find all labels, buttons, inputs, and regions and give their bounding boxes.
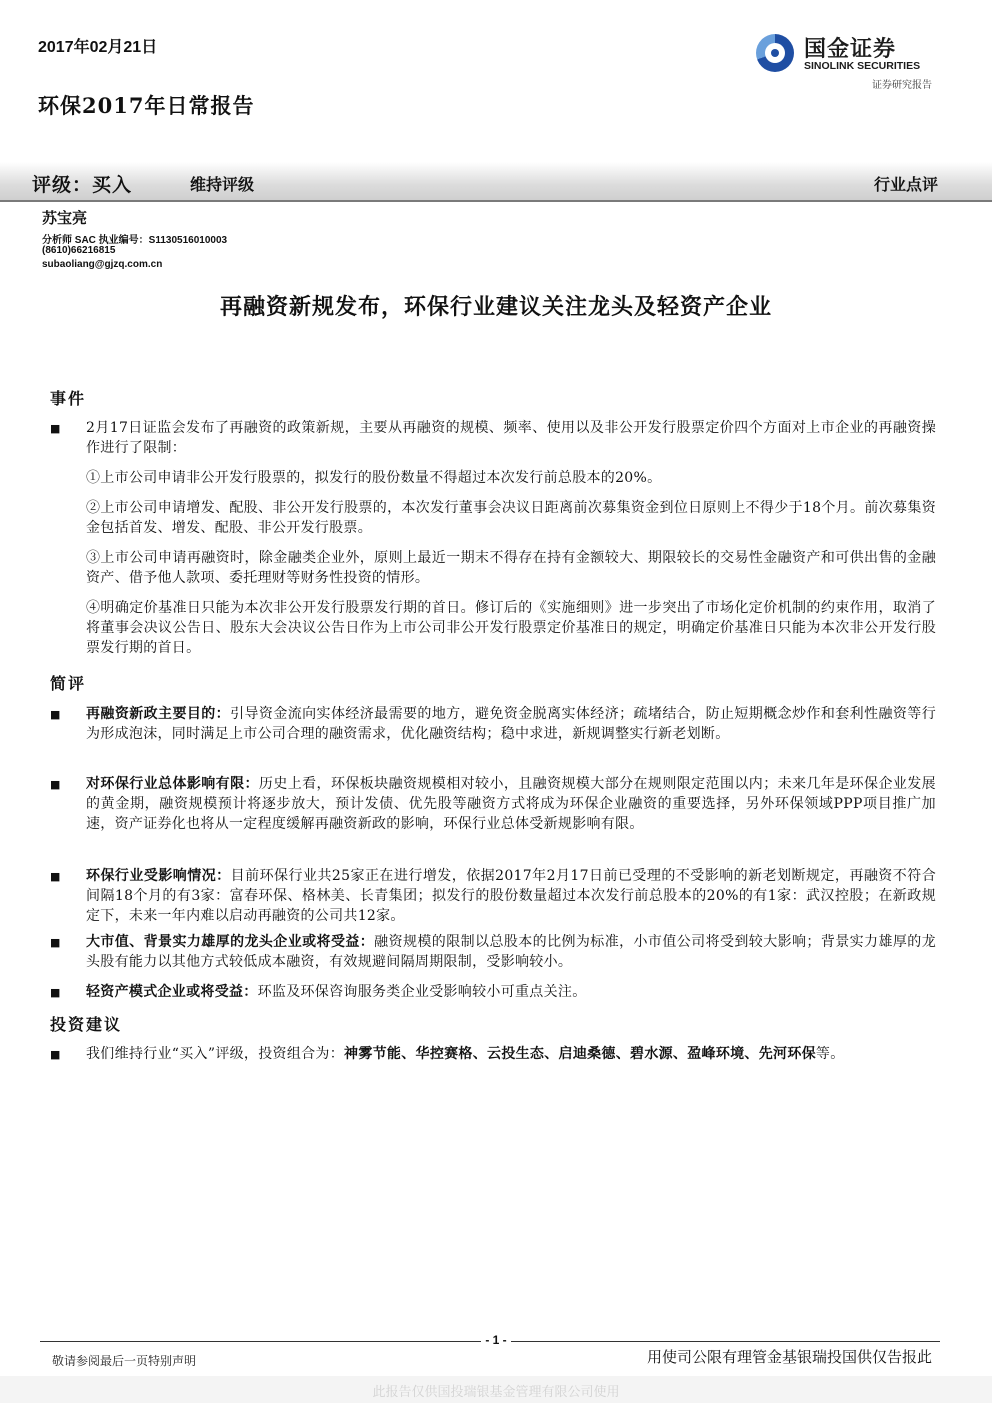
section-heading-event: 事件 bbox=[50, 389, 87, 408]
review-item bbox=[86, 866, 936, 926]
review-item bbox=[86, 704, 936, 744]
bullet-icon: ■ bbox=[50, 986, 61, 999]
invest-stocks: 神雾节能、华控赛格、云投生态、启迪桑德、碧水源、盈峰环境、先河环保 bbox=[344, 1046, 816, 1062]
analyst-license: 分析师 SAC 执业编号：S1130516010003 bbox=[42, 235, 228, 246]
rating-band bbox=[0, 162, 992, 202]
review-item-text: 融资规模的限制以总股本的比例为标准，小市值公司将受到较大影响；背景实力雄厚的龙头股有能力以其他方式较低成本融资，有效规避间隔周期限制，受影响较小。 bbox=[86, 934, 936, 970]
event-item: ②上市公司申请增发、配股、非公开发行股票的，本次发行董事会决议日距离前次募集资金到位日原则上不得少于18个月。前次募集资金包括首发、增发、配股、非公开发行股票。 bbox=[86, 500, 936, 536]
logo-dot-icon bbox=[771, 49, 779, 57]
analyst-email[interactable]: subaoliang@gjzq.com.cn bbox=[42, 259, 163, 270]
event-item: ③上市公司申请再融资时，除金融类企业外，原则上最近一期末不得存在持有金额较大、期限较长的交易性金融资产和可供出售的金融资产、借予他人款项、委托理财等财务性投资的情形。 bbox=[86, 550, 936, 586]
event-item: ①上市公司申请非公开发行股票的，拟发行的股份数量不得超过本次发行前总股本的20%。 bbox=[86, 470, 662, 486]
analyst-name: 苏宝亮 bbox=[42, 209, 88, 227]
review-item-text: 环监及环保咨询服务类企业受影响较小可重点关注。 bbox=[257, 984, 587, 1000]
bullet-icon: ■ bbox=[50, 936, 61, 949]
invest-text: 我们维持行业“买入”评级，投资组合为： bbox=[86, 1046, 345, 1062]
review-item bbox=[86, 774, 936, 834]
bullet-icon: ■ bbox=[50, 778, 61, 791]
event-item: ④明确定价基准日只能为本次非公开发行股票发行期的首日。修订后的《实施细则》进一步突出了市场化定价机制的约束作用，取消了将董事会决议公告日、股东大会决议公告日作为上市公司非公开发行股票定价基准日的规定，明确定价基准日只能为本次非公开发行股票发行期的首日。 bbox=[86, 600, 936, 656]
bullet-icon: ■ bbox=[50, 870, 61, 883]
company-logo bbox=[756, 32, 946, 92]
review-item-text: 历史上看，环保板块融资规模相对较小，且融资规模大部分在规则限定范围以内；未来几年是环保企业发展的黄金期，融资规模预计将逐步放大，预计发债、优先股等融资方式将成为环保企业融资的重要选择，另外环保领域PPP项目推广加速，资产证券化也将从一定程度缓解再融资新政的影响，环保行业总体受新规影响有限。 bbox=[86, 776, 936, 832]
review-item-lead: 轻资产模式企业或将受益： bbox=[86, 984, 258, 1000]
event-intro: 2月17日证监会发布了再融资的政策新规，主要从再融资的规模、频率、使用以及非公开发行股票定价四个方面对上市企业的再融资操作进行了限制： bbox=[86, 420, 936, 456]
rating-label: 评级：买入 bbox=[32, 174, 133, 196]
watermark-text: 此报告仅供国投瑞银基金管理有限公司使用 bbox=[372, 1385, 620, 1400]
analyst-phone: (8610)66216815 bbox=[42, 245, 116, 256]
section-heading-invest: 投资建议 bbox=[50, 1015, 123, 1034]
logo-english: SINOLINK SECURITIES bbox=[804, 60, 921, 72]
section-heading-review: 简评 bbox=[50, 674, 87, 693]
bullet-icon: ■ bbox=[50, 708, 61, 721]
footer-mirrored-notice: 用使司公限有理管金基银瑞投国供仅告报此 bbox=[646, 1348, 932, 1366]
report-series-title: 环保2017年日常报告 bbox=[38, 93, 255, 118]
main-title: 再融资新规发布，环保行业建议关注龙头及轻资产企业 bbox=[219, 294, 772, 320]
logo-name: 国金证券 bbox=[804, 37, 897, 62]
invest-tail: 等。 bbox=[815, 1046, 845, 1062]
bullet-icon: ■ bbox=[50, 1048, 61, 1061]
logo-subtitle: 证券研究报告 bbox=[872, 80, 932, 91]
page-number: - 1 - bbox=[481, 1333, 510, 1347]
report-date: 2017年02月21日 bbox=[38, 39, 158, 56]
report-category: 行业点评 bbox=[873, 175, 938, 194]
review-item-text: 引导资金流向实体经济最需要的地方，避免资金脱离实体经济；疏堵结合，防止短期概念炒作和套利性融资等行为形成泡沫，同时满足上市公司合理的融资需求，优化融资结构；稳中求进，新规调整实行新老划断。 bbox=[86, 706, 937, 742]
review-item-lead: 环保行业受影响情况： bbox=[86, 868, 231, 884]
review-item-lead: 大市值、背景实力雄厚的龙头企业或将受益： bbox=[86, 934, 375, 950]
review-item-lead: 对环保行业总体影响有限： bbox=[86, 776, 259, 792]
footer-disclaimer: 敬请参阅最后一页特别声明 bbox=[52, 1354, 197, 1368]
page-number-wrap bbox=[0, 1333, 992, 1347]
bullet-icon: ■ bbox=[50, 422, 61, 435]
review-item-lead: 再融资新政主要目的： bbox=[86, 706, 231, 722]
invest-recommendation bbox=[86, 1044, 936, 1064]
review-item bbox=[86, 932, 936, 972]
rating-action: 维持评级 bbox=[190, 175, 255, 194]
review-item-text: 目前环保行业共25家正在进行增发，依据2017年2月17日前已受理的不受影响的新老划断规定，再融资不符合间隔18个月的有3家：富春环保、格林美、长青集团；拟发行的股份数量超过本次发行前总股本的20%的有1家：武汉控股；在新政规定下，未来一年内难以启动再融资的公司共12家。 bbox=[86, 868, 937, 924]
review-item bbox=[86, 982, 936, 1002]
